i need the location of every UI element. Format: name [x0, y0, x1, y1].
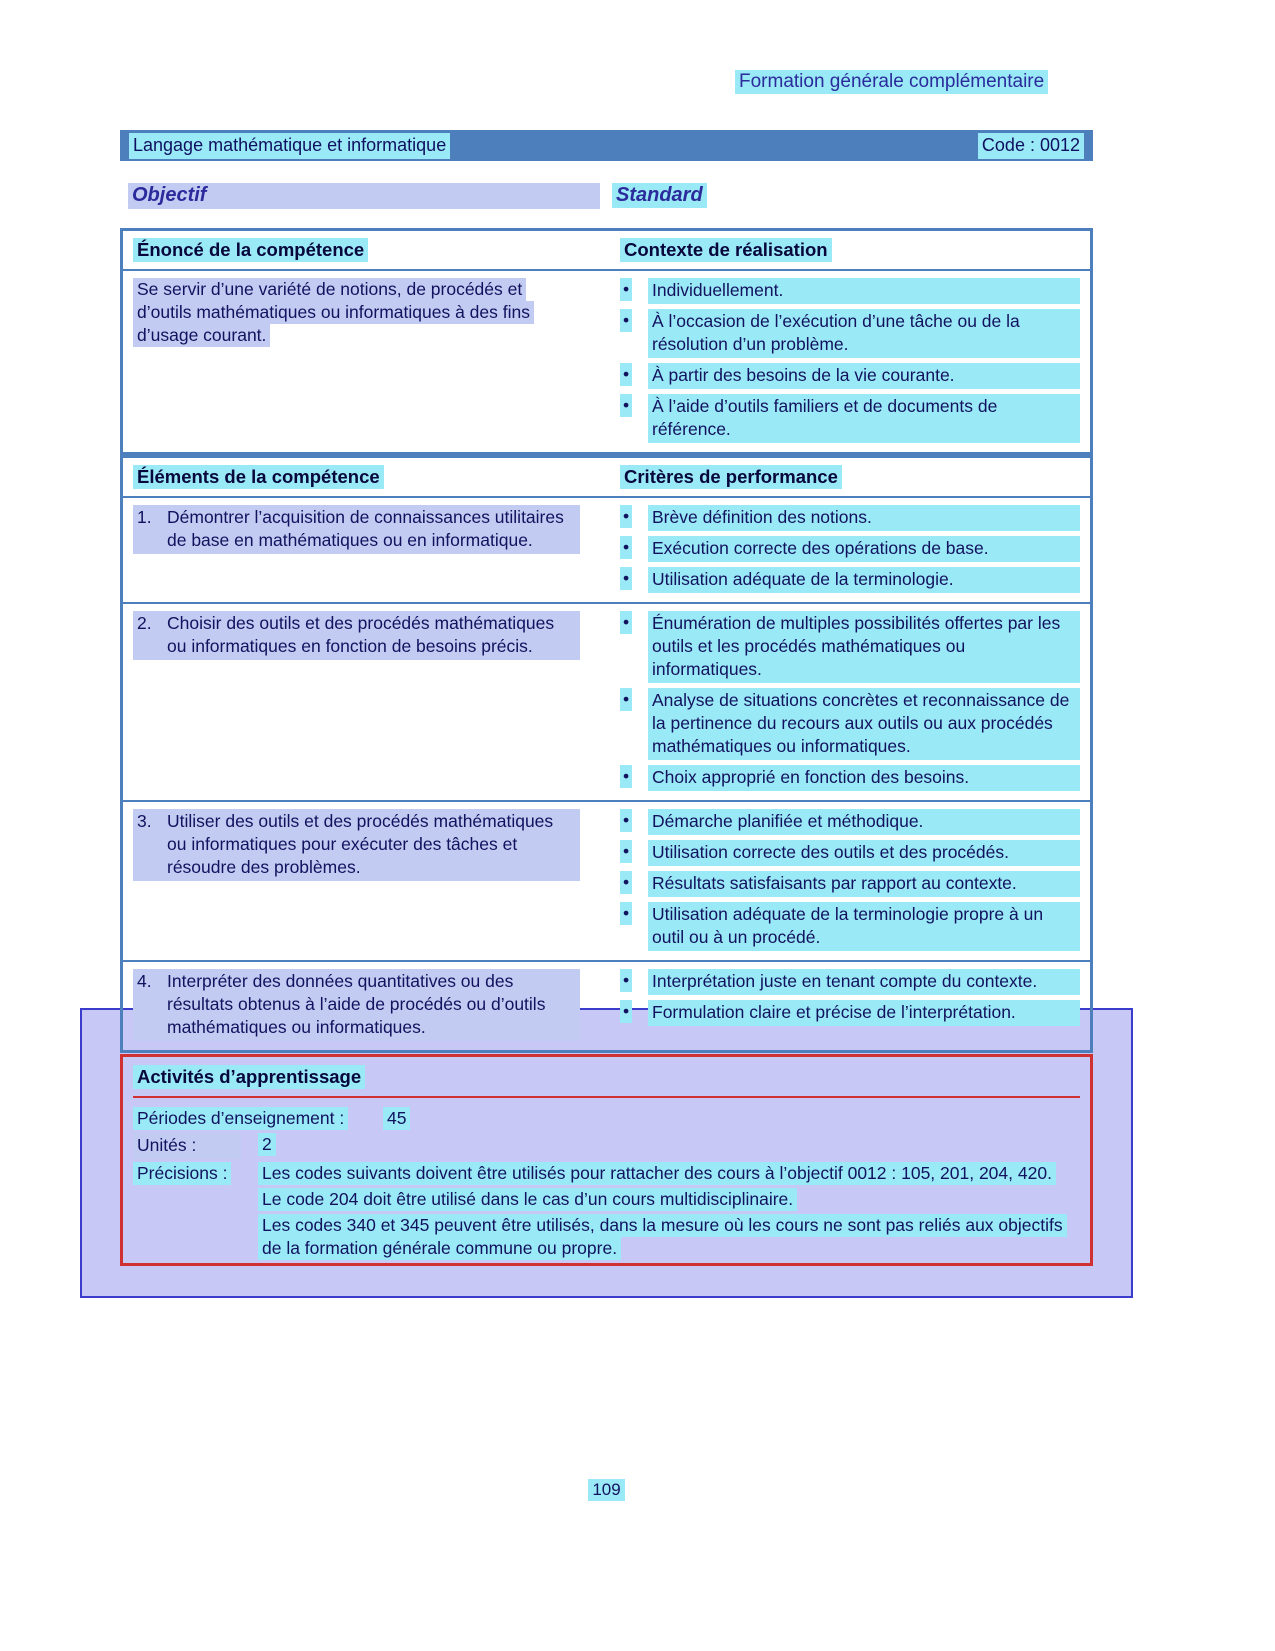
- bullet-icon: [620, 394, 632, 417]
- bullet-icon: [620, 567, 632, 590]
- elements-table-header: [123, 458, 1090, 498]
- unites-label: Unités :: [133, 1133, 241, 1159]
- activities-header-row: [133, 1063, 1080, 1098]
- bullet-text: Choix approprié en fonction des besoins.: [648, 765, 1080, 791]
- document-code: Code : 0012: [978, 133, 1084, 159]
- list-item: [620, 536, 1080, 562]
- table1-right-header: Contexte de réalisation: [620, 238, 832, 262]
- bullet-icon: [620, 309, 632, 332]
- standard-heading: Standard: [612, 183, 707, 208]
- bullet-text: Analyse de situations concrètes et reconnaissance de la pertinence du recours aux outils ou aux procédés mathématiques ou informatiques.: [648, 688, 1080, 760]
- criteres-bullet-list: [620, 809, 1080, 951]
- list-item: [620, 505, 1080, 531]
- bullet-icon: [620, 871, 632, 894]
- table-row: [123, 960, 1090, 1050]
- activities-content: [133, 1098, 1080, 1260]
- list-item: [620, 394, 1080, 443]
- page-number-row: [120, 1478, 1093, 1501]
- competence-table-header: [123, 231, 1090, 271]
- criteres-bullet-list: [620, 611, 1080, 791]
- activities-box: [120, 1054, 1093, 1266]
- bullet-text: Interprétation juste en tenant compte du contexte.: [648, 969, 1080, 995]
- element-cell: [133, 505, 620, 593]
- bullet-icon: [620, 840, 632, 863]
- table-row: [123, 800, 1090, 960]
- element-text: Démontrer l’acquisition de connaissances utilitaires de base en mathématiques ou en informatique.: [163, 505, 580, 554]
- item-number: 3.: [133, 809, 163, 881]
- bullet-icon: [620, 688, 632, 711]
- bullet-icon: [620, 969, 632, 992]
- page-number: 109: [588, 1479, 624, 1501]
- element-cell: [133, 809, 620, 951]
- bullet-text: Démarche planifiée et méthodique.: [648, 809, 1080, 835]
- precisions-row: [133, 1188, 1080, 1211]
- table2-right-header: Critères de performance: [620, 465, 842, 489]
- element-text: Utiliser des outils et des procédés mathématiques ou informatiques pour exécuter des tâches et résoudre des problèmes.: [163, 809, 580, 881]
- bullet-text: À l’aide d’outils familiers et de documents de référence.: [648, 394, 1080, 443]
- title-bar: [120, 130, 1093, 161]
- bullet-text: Exécution correcte des opérations de base.: [648, 536, 1080, 562]
- bullet-text: Brève définition des notions.: [648, 505, 1080, 531]
- element-cell: [133, 611, 620, 791]
- criteres-bullet-list: [620, 505, 1080, 593]
- element-cell: [133, 969, 620, 1041]
- competence-statement: Se servir d’une variété de notions, de procédés et d’outils mathématiques ou informatiques à des fins d’usage courant.: [133, 278, 534, 347]
- item-number: 4.: [133, 969, 163, 1041]
- bullet-icon: [620, 809, 632, 832]
- list-item: [620, 567, 1080, 593]
- bullet-icon: [620, 278, 632, 301]
- bullet-icon: [620, 536, 632, 559]
- list-item: [620, 969, 1080, 995]
- header-right: [735, 70, 1048, 93]
- section-heading-row: [128, 183, 1101, 209]
- list-item: [620, 1000, 1080, 1026]
- precisions-text: Les codes 340 et 345 peuvent être utilisés, dans la mesure où les cours ne sont pas reliés aux objectifs de la formation générale commune ou propre.: [258, 1214, 1067, 1260]
- objectif-heading: Objectif: [128, 183, 600, 209]
- list-item: [620, 871, 1080, 897]
- list-item: [620, 809, 1080, 835]
- bullet-text: Formulation claire et précise de l’interprétation.: [648, 1000, 1080, 1026]
- precisions-row: [133, 1214, 1080, 1260]
- bullet-text: Utilisation adéquate de la terminologie propre à un outil ou à un procédé.: [648, 902, 1080, 951]
- table-row: [123, 602, 1090, 800]
- list-item: [620, 363, 1080, 389]
- elements-table: [120, 455, 1093, 1053]
- element-text: Choisir des outils et des procédés mathématiques ou informatiques en fonction de besoins précis.: [163, 611, 580, 660]
- unites-row: [133, 1133, 1080, 1159]
- precisions-row: [133, 1162, 1080, 1185]
- list-item: [620, 611, 1080, 683]
- bullet-icon: [620, 363, 632, 386]
- bullet-icon: [620, 505, 632, 528]
- activities-header: Activités d’apprentissage: [133, 1065, 365, 1089]
- periodes-value: 45: [383, 1107, 410, 1130]
- unites-value: 2: [258, 1133, 276, 1156]
- table-row: [123, 271, 1090, 452]
- periodes-row: [133, 1107, 1080, 1130]
- table1-left-header: Énoncé de la compétence: [133, 238, 368, 262]
- criteres-bullet-list: [620, 969, 1080, 1041]
- bullet-text: À partir des besoins de la vie courante.: [648, 363, 1080, 389]
- list-item: [620, 309, 1080, 358]
- bullet-text: Utilisation adéquate de la terminologie.: [648, 567, 1080, 593]
- precisions-label: Précisions :: [133, 1162, 231, 1185]
- element-text: Interpréter des données quantitatives ou des résultats obtenus à l’aide de procédés ou d’outils mathématiques ou informatiques.: [163, 969, 580, 1041]
- contexte-bullet-list: [620, 278, 1080, 443]
- competence-statement-cell: [133, 278, 620, 443]
- list-item: [620, 840, 1080, 866]
- bullet-text: Énumération de multiples possibilités offertes par les outils et les procédés mathématiques ou informatiques.: [648, 611, 1080, 683]
- bullet-icon: [620, 902, 632, 925]
- precisions-text: Les codes suivants doivent être utilisés pour rattacher des cours à l’objectif 0012 : 105, 201, 204, 420.: [258, 1162, 1056, 1185]
- list-item: [620, 902, 1080, 951]
- table2-left-header: Éléments de la compétence: [133, 465, 384, 489]
- list-item: [620, 688, 1080, 760]
- list-item: [620, 765, 1080, 791]
- bullet-icon: [620, 765, 632, 788]
- item-number: 2.: [133, 611, 163, 660]
- item-number: 1.: [133, 505, 163, 554]
- corner-label: Formation générale complémentaire: [735, 70, 1048, 94]
- bullet-text: Utilisation correcte des outils et des procédés.: [648, 840, 1080, 866]
- precisions-text: Le code 204 doit être utilisé dans le cas d’un cours multidisciplinaire.: [258, 1188, 797, 1211]
- bullet-icon: [620, 1000, 632, 1023]
- bullet-text: Résultats satisfaisants par rapport au contexte.: [648, 871, 1080, 897]
- bullet-text: Individuellement.: [648, 278, 1080, 304]
- competence-table: [120, 228, 1093, 455]
- periodes-label: Périodes d’enseignement :: [133, 1107, 348, 1130]
- list-item: [620, 278, 1080, 304]
- document-title: Langage mathématique et informatique: [129, 133, 450, 159]
- bullet-text: À l’occasion de l’exécution d’une tâche ou de la résolution d’un problème.: [648, 309, 1080, 358]
- table-row: [123, 498, 1090, 602]
- bullet-icon: [620, 611, 632, 634]
